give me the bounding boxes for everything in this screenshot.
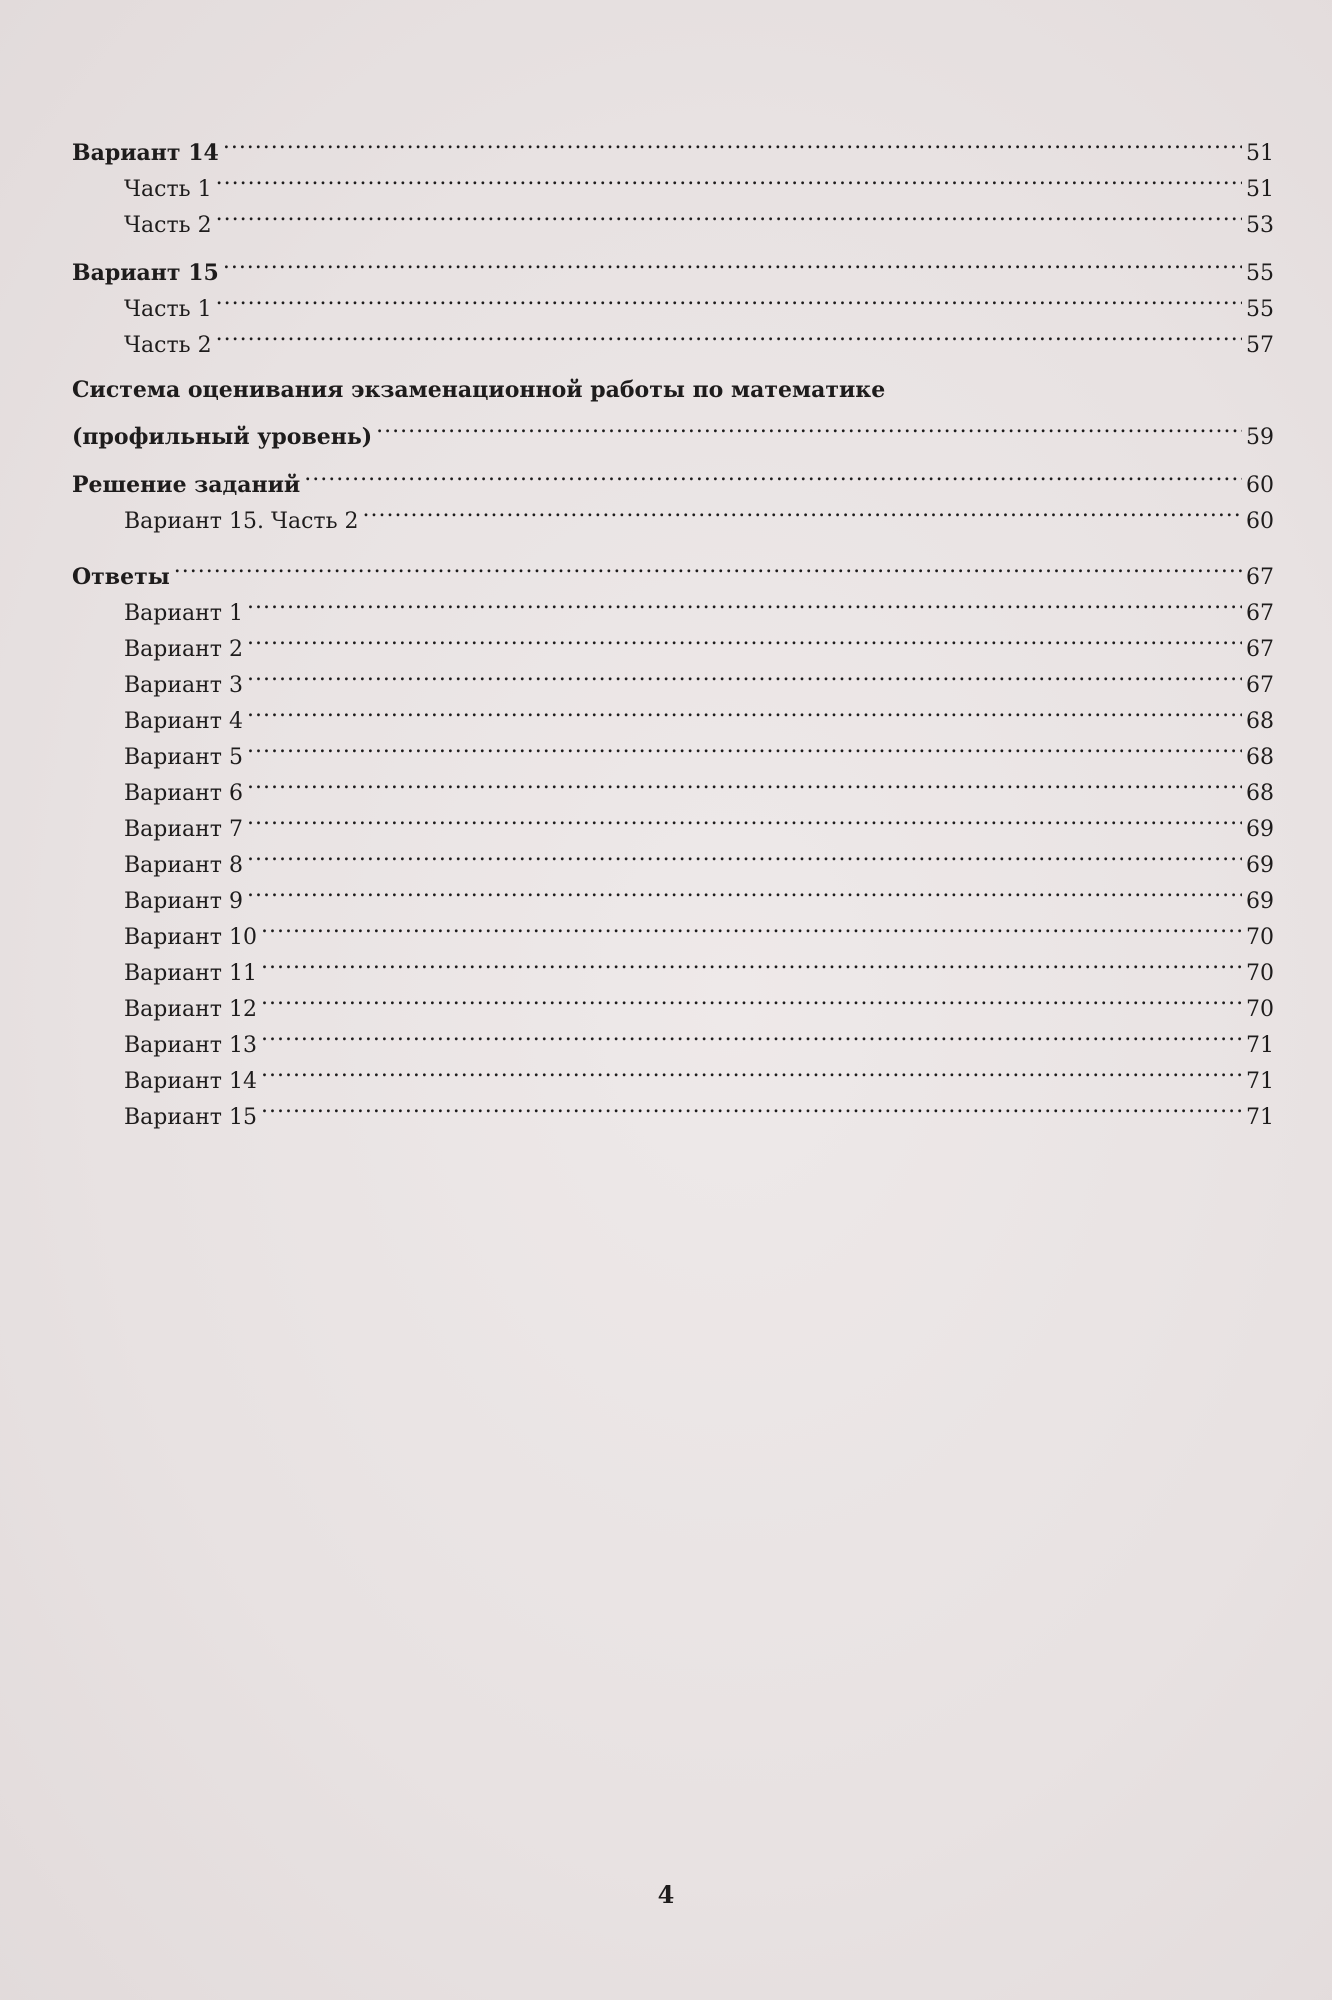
toc-entry-title: Вариант 8 xyxy=(124,853,243,878)
toc-leader-dots xyxy=(247,584,1242,620)
toc-leader-dots xyxy=(376,408,1242,444)
toc-entry-title: Вариант 13 xyxy=(124,1033,257,1058)
toc-entry-answers-variant xyxy=(72,1052,1274,1094)
toc-entry-answers-variant xyxy=(72,944,1274,986)
toc-leader-dots xyxy=(247,800,1242,836)
toc-entry-page: 53 xyxy=(1246,213,1274,238)
toc-entry-page: 71 xyxy=(1246,1105,1274,1130)
toc-entry-page: 55 xyxy=(1246,261,1274,286)
toc-entry-title: Вариант 15 xyxy=(124,1105,257,1130)
toc-entry-title: Ответы xyxy=(72,564,170,590)
toc-entry-title: Вариант 12 xyxy=(124,997,257,1022)
toc-entry-page: 68 xyxy=(1246,709,1274,734)
toc-leader-dots xyxy=(216,316,1242,352)
toc-leader-dots xyxy=(216,196,1242,232)
toc-entry-variant-14-part-2 xyxy=(72,196,1274,238)
table-of-contents xyxy=(72,124,1274,1130)
toc-leader-dots xyxy=(363,492,1242,528)
toc-entry-answers-variant xyxy=(72,980,1274,1022)
toc-entry-grading-system-line1: Система оценивания экзаменационной работы по математике xyxy=(72,377,886,403)
toc-leader-dots xyxy=(223,244,1242,280)
toc-entry-title: Вариант 10 xyxy=(124,925,257,950)
toc-leader-dots xyxy=(247,836,1242,872)
toc-entry-answers-variant xyxy=(72,692,1274,734)
toc-leader-dots xyxy=(216,160,1242,196)
toc-entry-page: 67 xyxy=(1246,637,1274,662)
toc-entry-title: (профильный уровень) xyxy=(72,424,373,450)
toc-entry-answers xyxy=(72,548,1274,590)
toc-entry-page: 70 xyxy=(1246,925,1274,950)
toc-entry-grading-system xyxy=(72,408,1274,450)
toc-entry-variant-14-part-1 xyxy=(72,160,1274,202)
toc-entry-title: Решение заданий xyxy=(72,472,301,498)
toc-entry-page: 59 xyxy=(1246,425,1274,450)
toc-entry-title: Вариант 14 xyxy=(124,1069,257,1094)
toc-leader-dots xyxy=(261,944,1242,980)
page-number: 4 xyxy=(657,1880,675,1909)
toc-entry-answers-variant xyxy=(72,800,1274,842)
toc-entry-variant-15-part-2 xyxy=(72,316,1274,358)
toc-entry-variant-15-part-1 xyxy=(72,280,1274,322)
toc-entry-answers-variant xyxy=(72,908,1274,950)
toc-entry-page: 68 xyxy=(1246,745,1274,770)
toc-entry-variant-15 xyxy=(72,244,1274,286)
toc-entry-answers-variant xyxy=(72,728,1274,770)
toc-entry-answers-variant xyxy=(72,1088,1274,1130)
toc-entry-page: 69 xyxy=(1246,853,1274,878)
toc-entry-title: Вариант 1 xyxy=(124,601,243,626)
toc-entry-title: Часть 1 xyxy=(124,177,212,202)
toc-entry-page: 71 xyxy=(1246,1033,1274,1058)
toc-leader-dots xyxy=(223,124,1242,160)
toc-leader-dots xyxy=(261,980,1242,1016)
toc-entry-answers-variant xyxy=(72,764,1274,806)
toc-entry-title: Вариант 4 xyxy=(124,709,243,734)
toc-leader-dots xyxy=(261,908,1242,944)
toc-entry-title: Вариант 2 xyxy=(124,637,243,662)
toc-leader-dots xyxy=(247,872,1242,908)
toc-leader-dots xyxy=(174,548,1242,584)
toc-entry-page: 60 xyxy=(1246,509,1274,534)
toc-entry-title: Вариант 14 xyxy=(72,140,219,166)
toc-entry-page: 51 xyxy=(1246,177,1274,202)
toc-entry-title: Вариант 3 xyxy=(124,673,243,698)
toc-entry-answers-variant xyxy=(72,1016,1274,1058)
toc-entry-solutions xyxy=(72,456,1274,498)
toc-entry-page: 69 xyxy=(1246,817,1274,842)
toc-leader-dots xyxy=(247,620,1242,656)
toc-entry-title: Вариант 5 xyxy=(124,745,243,770)
toc-leader-dots xyxy=(261,1088,1242,1124)
toc-entry-solutions-variant-15 xyxy=(72,492,1274,534)
toc-entry-page: 55 xyxy=(1246,297,1274,322)
toc-entry-page: 71 xyxy=(1246,1069,1274,1094)
toc-entry-title: Вариант 6 xyxy=(124,781,243,806)
toc-entry-page: 70 xyxy=(1246,961,1274,986)
toc-entry-title: Часть 2 xyxy=(124,333,212,358)
toc-leader-dots xyxy=(216,280,1242,316)
toc-entry-page: 67 xyxy=(1246,565,1274,590)
toc-leader-dots xyxy=(304,456,1242,492)
toc-entry-answers-variant xyxy=(72,620,1274,662)
toc-entry-title: Вариант 15. Часть 2 xyxy=(124,509,359,534)
toc-entry-page: 57 xyxy=(1246,333,1274,358)
toc-entry-page: 67 xyxy=(1246,673,1274,698)
toc-entry-page: 67 xyxy=(1246,601,1274,626)
toc-entry-title: Вариант 9 xyxy=(124,889,243,914)
toc-entry-answers-variant xyxy=(72,836,1274,878)
toc-leader-dots xyxy=(261,1052,1242,1088)
toc-entry-title: Часть 2 xyxy=(124,213,212,238)
toc-leader-dots xyxy=(247,656,1242,692)
toc-entry-page: 68 xyxy=(1246,781,1274,806)
toc-leader-dots xyxy=(247,692,1242,728)
toc-entry-answers-variant xyxy=(72,872,1274,914)
toc-entry-page: 69 xyxy=(1246,889,1274,914)
toc-entry-title: Вариант 11 xyxy=(124,961,257,986)
toc-entry-answers-variant xyxy=(72,584,1274,626)
toc-entry-title: Вариант 15 xyxy=(72,260,219,286)
toc-entry-title: Вариант 7 xyxy=(124,817,243,842)
toc-entry-page: 51 xyxy=(1246,141,1274,166)
toc-leader-dots xyxy=(247,728,1242,764)
toc-entry-page: 60 xyxy=(1246,473,1274,498)
toc-entry-title: Часть 1 xyxy=(124,297,212,322)
toc-leader-dots xyxy=(247,764,1242,800)
toc-entry-answers-variant xyxy=(72,656,1274,698)
toc-entry-page: 70 xyxy=(1246,997,1274,1022)
toc-entry-variant-14 xyxy=(72,124,1274,166)
toc-leader-dots xyxy=(261,1016,1242,1052)
